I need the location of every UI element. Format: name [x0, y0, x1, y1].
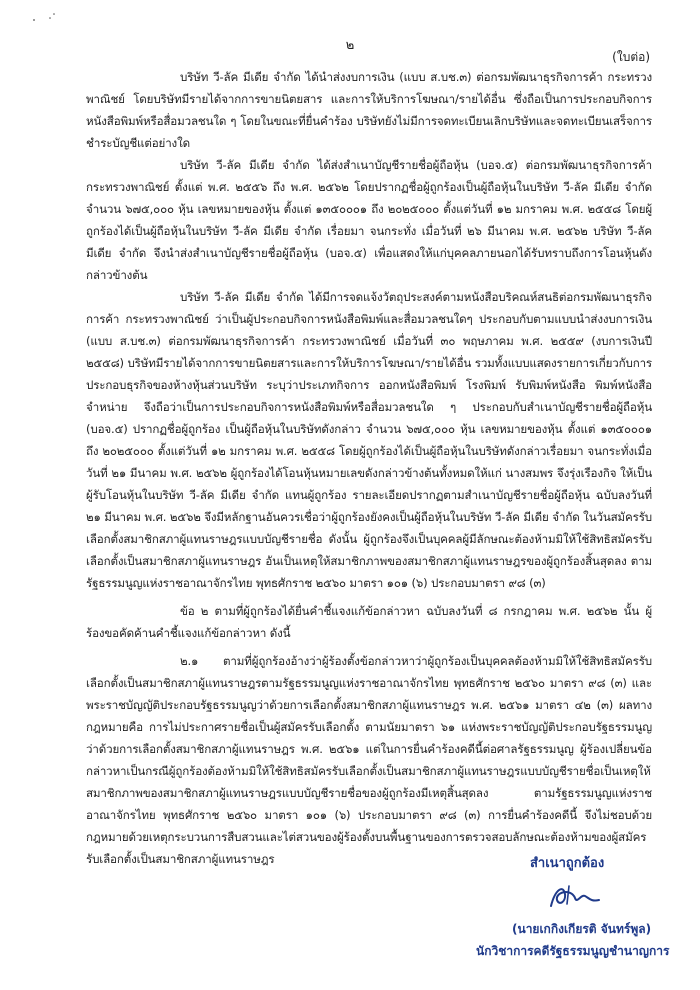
paragraph: บริษัท วี-ลัค มีเดีย จำกัด ได้มีการจดแจ้งวัตถุประสงค์ตามหนังสือบริคณห์สนธิต่อกรมพัฒนาธุรกิจการค้า กระทรวงพาณิชย์ ว่าเป็นผู้ประกอบกิจการหนังสือพิมพ์และสื่อมวลชนใดๆ ประกอบกับตามแบบนำส่งงบการเงิน (แบบ ส.บช.๓) ต่อกรมพัฒนาธุรกิจการค้า กระทรวงพาณิชย์ เมื่อวันที่ ๓๐ พฤษภาคม พ.ศ. ๒๕๕๙ (งบการเงินปี ๒๕๕๘) บริษัทมีรายได้จากการขายนิตยสารและการให้บริการโฆษณา/รายได้อื่น รวมทั้งแบบแสดงรายการเกี่ยวกับการประกอบธุรกิจของห้างหุ้นส่วนบริษัท ระบุว่าประเภทกิจการ ออกหนังสือพิมพ์ โรงพิมพ์ รับพิมพ์หนังสือ พิมพ์หนังสือจำหน่าย จึงถือว่าเป็นการประกอบกิจการหนังสือพิมพ์หรือสื่อมวลชนใด ๆ ประกอบกับสำเนาบัญชีรายชื่อผู้ถือหุ้น (บอจ.๕) ปรากฏชื่อผู้ถูกร้อง เป็นผู้ถือหุ้นในบริษัทดังกล่าว จำนวน ๖๗๕,๐๐๐ หุ้น เลขหมายของหุ้น ตั้งแต่ ๑๓๕๐๐๐๑ ถึง ๒๐๒๕๐๐๐ ตั้งแต่วันที่ ๑๒ มกราคม พ.ศ. ๒๕๕๘ โดยผู้ถูกร้องได้เป็นผู้ถือหุ้นในบริษัทดังกล่าวเรื่อยมา จนกระทั่งเมื่อวันที่ ๒๑ มีนาคม พ.ศ. ๒๕๖๒ ผู้ถูกร้องได้โอนหุ้นหมายเลขดังกล่าวข้างต้นทั้งหมดให้แก่ นางสมพร จึงรุ่งเรืองกิจ ให้เป็นผู้รับโอนหุ้นในบริษัท วี-ลัค มีเดีย จำกัด แทนผู้ถูกร้อง รายละเอียดปรากฏตามสำเนาบัญชีรายชื่อผู้ถือหุ้น ฉบับลงวันที่ ๒๑ มีนาคม พ.ศ. ๒๕๖๒ จึงมีหลักฐานอันควรเชื่อว่าผู้ถูกร้องยังคงเป็นผู้ถือหุ้นในบริษัท วี-ลัค มีเดีย จำกัด ในวันสมัครรับเลือกตั้งสมาชิกสภาผู้แทนราษฎรแบบบัญชีรายชื่อ ดังนั้น ผู้ถูกร้องจึงเป็นบุคคลผู้มีลักษณะต้องห้ามมิให้ใช้สิทธิสมัครรับเลือกตั้งเป็นสมาชิกสภาผู้แทนราษฎร อันเป็นเหตุให้สมาชิกภาพของสมาชิกสภาผู้แทนราษฎรของผู้ถูกร้องสิ้นสุดลง ตามรัฐธรรมนูญแห่งราชอาณาจักรไทย พุทธศักราช ๒๕๖๐ มาตรา ๑๐๑ (๖) ประกอบมาตรา ๙๘ (๓) — [86, 290, 653, 590]
page-number: ๒ — [345, 38, 355, 53]
signer-name: (นายเกกิงเกียรติ จันทร์พูล) — [512, 922, 652, 936]
scan-speck-mark — [30, 10, 60, 24]
continued-label: (ใบต่อ) — [612, 50, 650, 64]
document-body — [86, 66, 652, 870]
certified-copy-stamp: สำเนาถูกต้อง — [530, 856, 605, 871]
paragraph: บริษัท วี-ลัค มีเดีย จำกัด ได้นำส่งงบการเงิน (แบบ ส.บช.๓) ต่อกรมพัฒนาธุรกิจการค้า กระทรวงพาณิชย์ โดยบริษัทมีรายได้จากการขายนิตยสาร และการให้บริการโฆษณา/รายได้อื่น ซึ่งถือเป็นการประกอบกิจการหนังสือพิมพ์หรือสื่อมวลชนใด ๆ โดยในขณะที่ยื่นคำร้อง บริษัทยังไม่มีการจดทะเบียนเลิกบริษัทและจดทะเบียนเสร็จการชำระบัญชีแต่อย่างใด — [86, 70, 652, 150]
signature-icon — [545, 880, 605, 912]
paragraph: ข้อ ๒ ตามที่ผู้ถูกร้องได้ยื่นคำชี้แจงแก้ข้อกล่าวหา ฉบับลงวันที่ ๘ กรกฎาคม พ.ศ. ๒๕๖๒ นั้น ผู้ร้องขอคัดค้านคำชี้แจงแก้ข้อกล่าวหา ดังนี้ — [86, 604, 652, 640]
signer-title: นักวิชาการคดีรัฐธรรมนูญชำนาญการ — [476, 944, 670, 958]
paragraph: ๒.๑ ตามที่ผู้ถูกร้องอ้างว่าผู้ร้องตั้งข้อกล่าวหาว่าผู้ถูกร้องเป็นบุคคลต้องห้ามมิให้ใช้สิทธิสมัครรับเลือกตั้งเป็นสมาชิกสภาผู้แทนราษฎรตามรัฐธรรมนูญแห่งราชอาณาจักรไทย พุทธศักราช ๒๕๖๐ มาตรา ๙๘ (๓) และพระราชบัญญัติประกอบรัฐธรรมนูญว่าด้วยการเลือกตั้งสมาชิกสภาผู้แทนราษฎร พ.ศ. ๒๕๖๑ มาตรา ๔๒ (๓) ผลทางกฎหมายคือ การไม่ประกาศรายชื่อเป็นผู้สมัครรับเลือกตั้ง ตามนัยมาตรา ๖๑ แห่งพระราชบัญญัติประกอบรัฐธรรมนูญว่าด้วยการเลือกตั้งสมาชิกสภาผู้แทนราษฎร พ.ศ. ๒๕๖๑ แต่ในการยื่นคำร้องคดีนี้ต่อศาลรัฐธรรมนูญ ผู้ร้องเปลี่ยนข้อกล่าวหาเป็นกรณีผู้ถูกร้องต้องห้ามมิให้ใช้สิทธิสมัครรับเลือกตั้งเป็นสมาชิกสภาผู้แทนราษฎรแบบบัญชีรายชื่อเป็นเหตุให้สมาชิกภาพของสมาชิกสภาผู้แทนราษฎรแบบบัญชีรายชื่อของผู้ถูกร้องมีเหตุสิ้นสุดลง ตามรัฐธรรมนูญแห่งราชอาณาจักรไทย พุทธศักราช ๒๕๖๐ มาตรา ๑๐๑ (๖) ประกอบมาตรา ๙๘ (๓) การยื่นคำร้องคดีนี้ จึงไม่ชอบด้วยกฎหมายด้วยเหตุกระบวนการสืบสวนและไต่สวนของผู้ร้องตั้งบนพื้นฐานของการตรวจสอบลักษณะต้องห้ามของผู้สมัครรับเลือกตั้งเป็นสมาชิกสภาผู้แทนราษฎร — [86, 654, 652, 866]
paragraph: บริษัท วี-ลัค มีเดีย จำกัด ได้ส่งสำเนาบัญชีรายชื่อผู้ถือหุ้น (บอจ.๕) ต่อกรมพัฒนาธุรกิจการค้า กระทรวงพาณิชย์ ตั้งแต่ พ.ศ. ๒๕๕๖ ถึง พ.ศ. ๒๕๖๒ โดยปรากฏชื่อผู้ถูกร้องเป็นผู้ถือหุ้นในบริษัท วี-ลัค มีเดีย จำกัด จำนวน ๖๗๕,๐๐๐ หุ้น เลขหมายของหุ้น ตั้งแต่ ๑๓๕๐๐๐๑ ถึง ๒๐๒๕๐๐๐ ตั้งแต่วันที่ ๑๒ มกราคม พ.ศ. ๒๕๕๘ โดยผู้ถูกร้องได้เป็นผู้ถือหุ้นในบริษัท วี-ลัค มีเดีย จำกัด เรื่อยมา จนกระทั่ง เมื่อวันที่ ๒๖ มีนาคม พ.ศ. ๒๕๖๒ บริษัท วี-ลัค มีเดีย จำกัด จึงนำส่งสำเนาบัญชีรายชื่อผู้ถือหุ้น (บอจ.๕) เพื่อแสดงให้แก่บุคคลภายนอกได้รับทราบถึงการโอนหุ้นดังกล่าวข้างต้น — [86, 158, 652, 282]
